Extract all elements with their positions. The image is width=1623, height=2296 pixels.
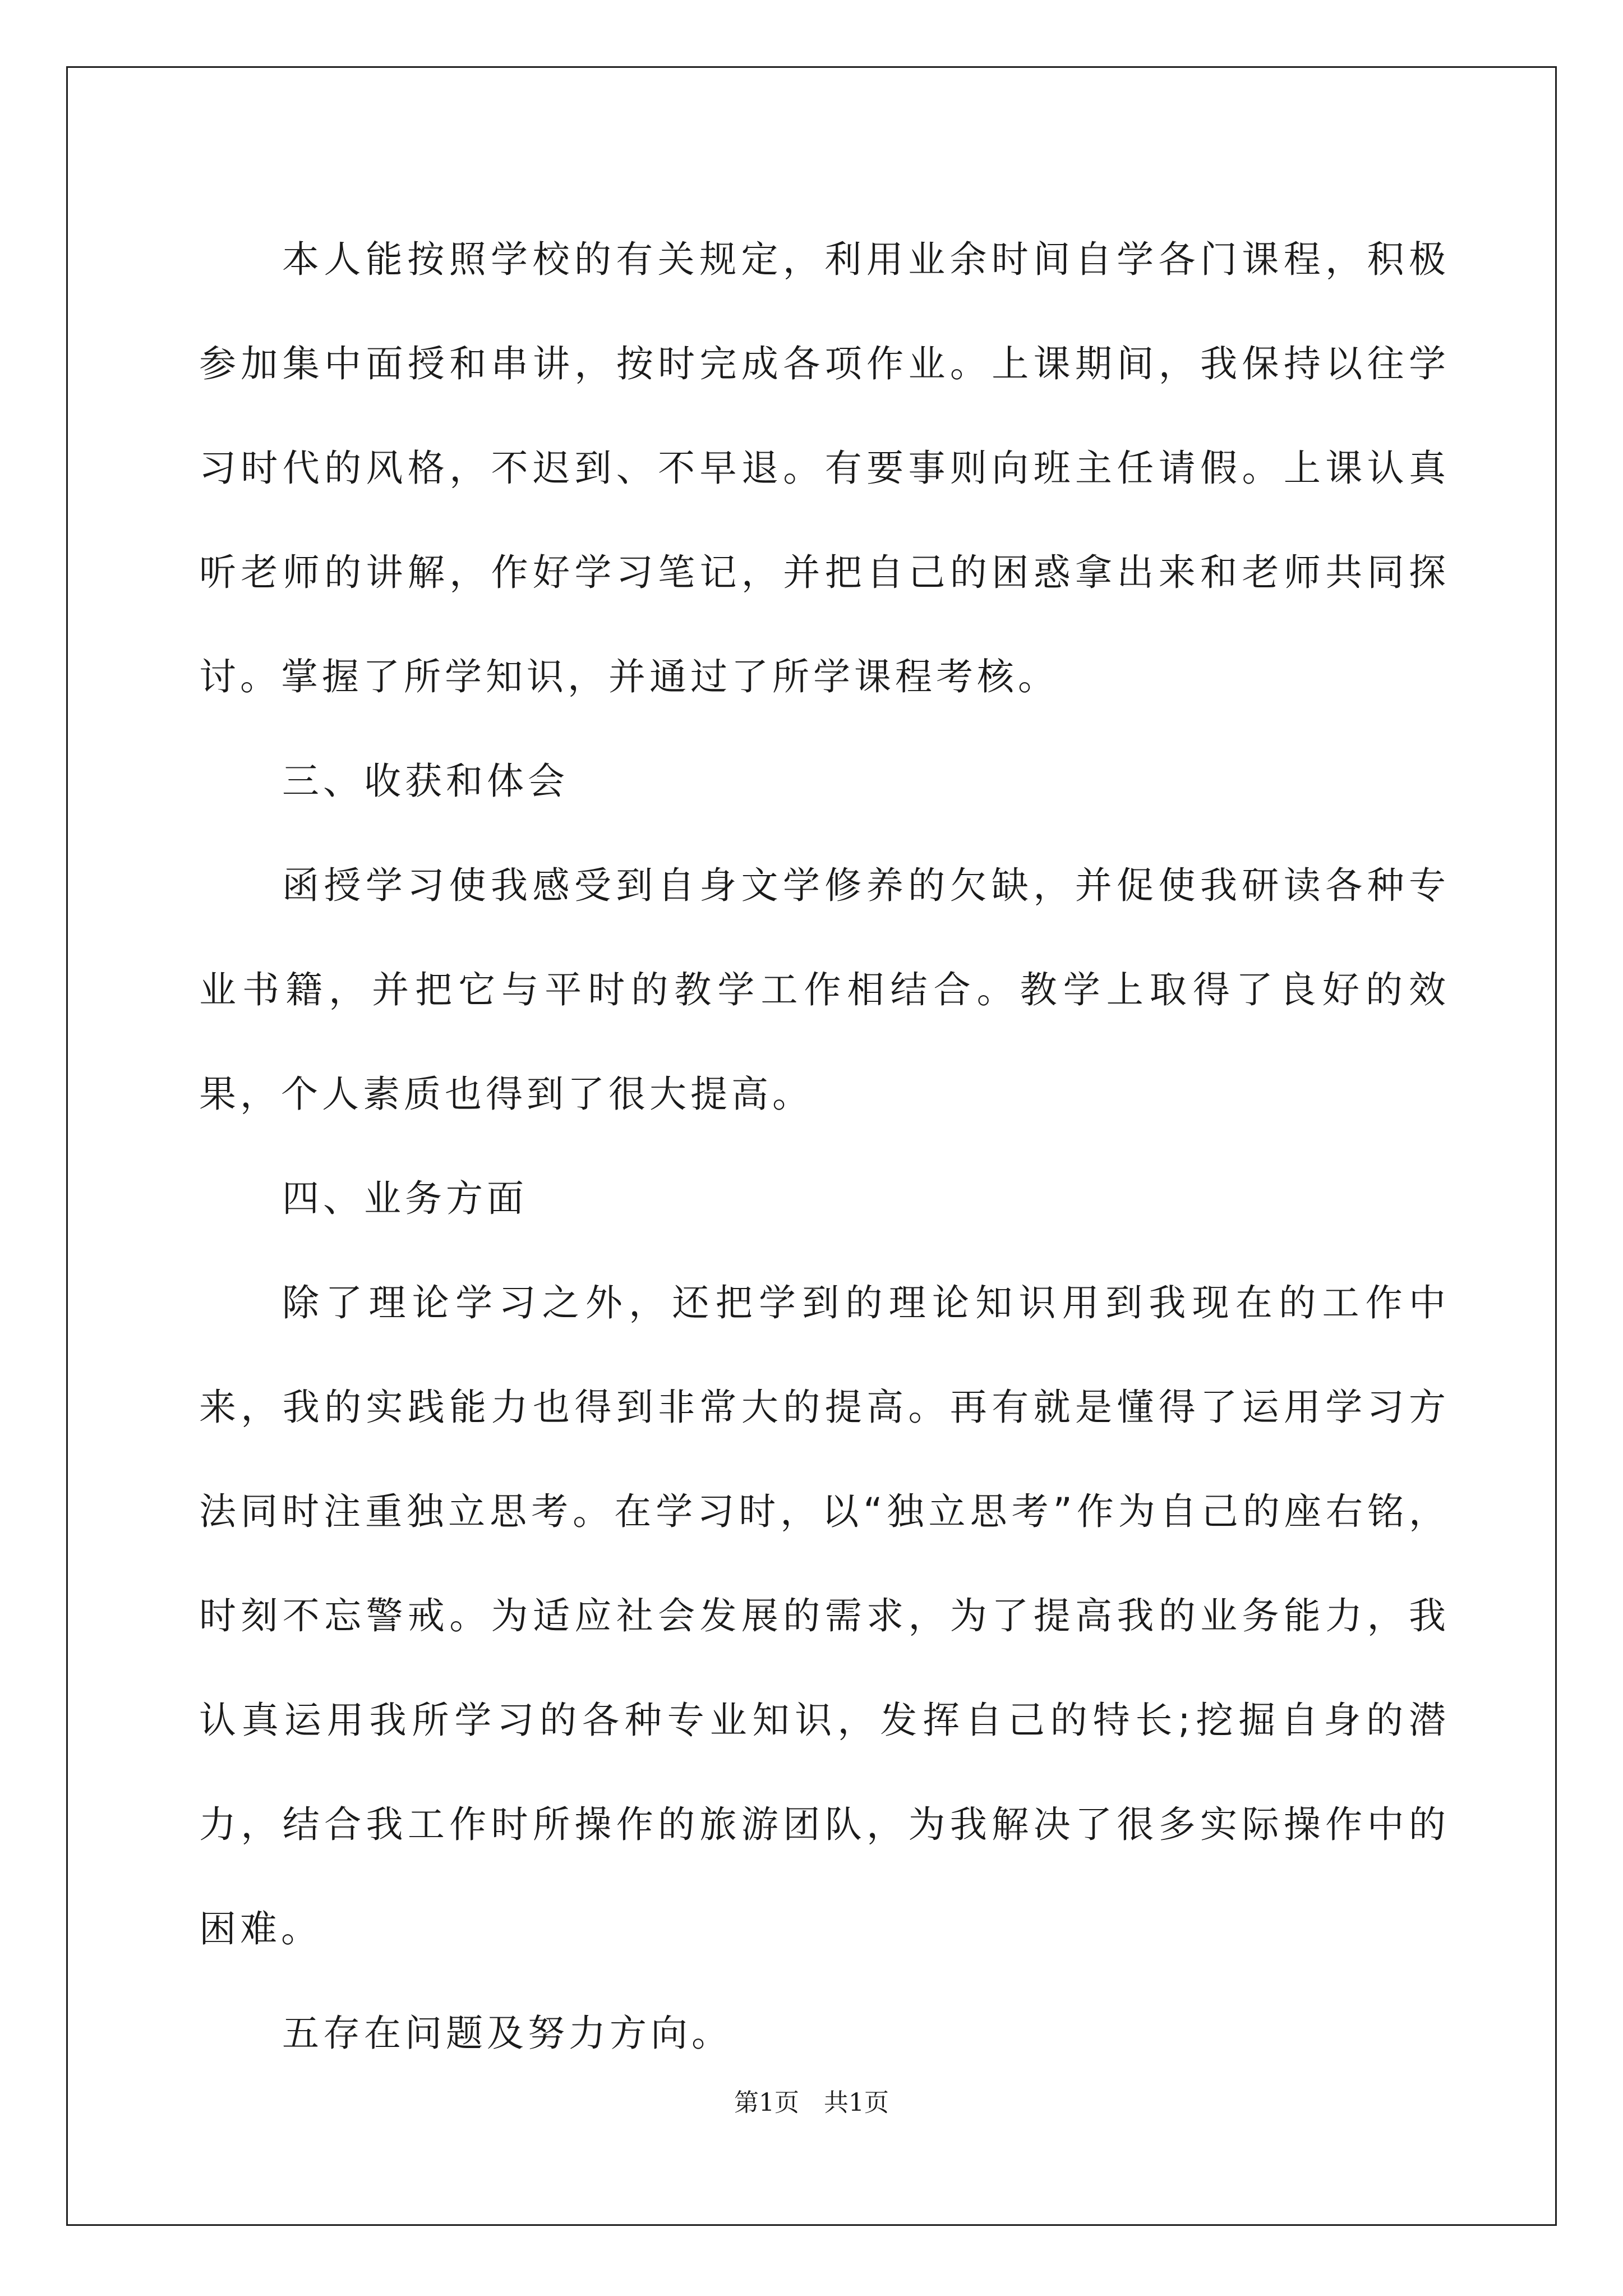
heading-business: 四、业务方面 — [282, 1177, 528, 1220]
paragraph-study-conduct: 本人能按照学校的有关规定，利用业余时间自学各门课程，积极参加集中面授和串讲，按时完成各项作业。上课期间，我保持以往学习时代的风格，不迟到、不早退。有要事则向班主任请假。上课认真听老师的讲解，作好学习笔记，并把自己的困惑拿出来和老师共同探讨。掌握了所学知识，并通过了所学课程考核。 — [199, 238, 1450, 698]
heading-problems: 五存在问题及努力方向。 — [282, 2012, 732, 2055]
page-number-footer: 第1页 共1页 — [734, 2088, 889, 2117]
paragraph-gains: 函授学习使我感受到自身文学修养的欠缺，并促使我研读各种专业书籍，并把它与平时的教学工作相结合。教学上取得了良好的效果，个人素质也得到了很大提高。 — [199, 864, 1450, 1116]
document-body — [199, 208, 1450, 2086]
paragraph-business: 除了理论学习之外，还把学到的理论知识用到我现在的工作中来，我的实践能力也得到非常大的提高。再有就是懂得了运用学习方法同时注重独立思考。在学习时，以“独立思考”作为自己的座右铭，时刻不忘警戒。为适应社会发展的需求，为了提高我的业务能力，我认真运用我所学习的各种专业知识，发挥自己的特长;挖掘自身的潜力，结合我工作时所操作的旅游团队，为我解决了很多实际操作中的困难。 — [199, 1281, 1450, 1950]
heading-gains: 三、收获和体会 — [282, 760, 569, 803]
